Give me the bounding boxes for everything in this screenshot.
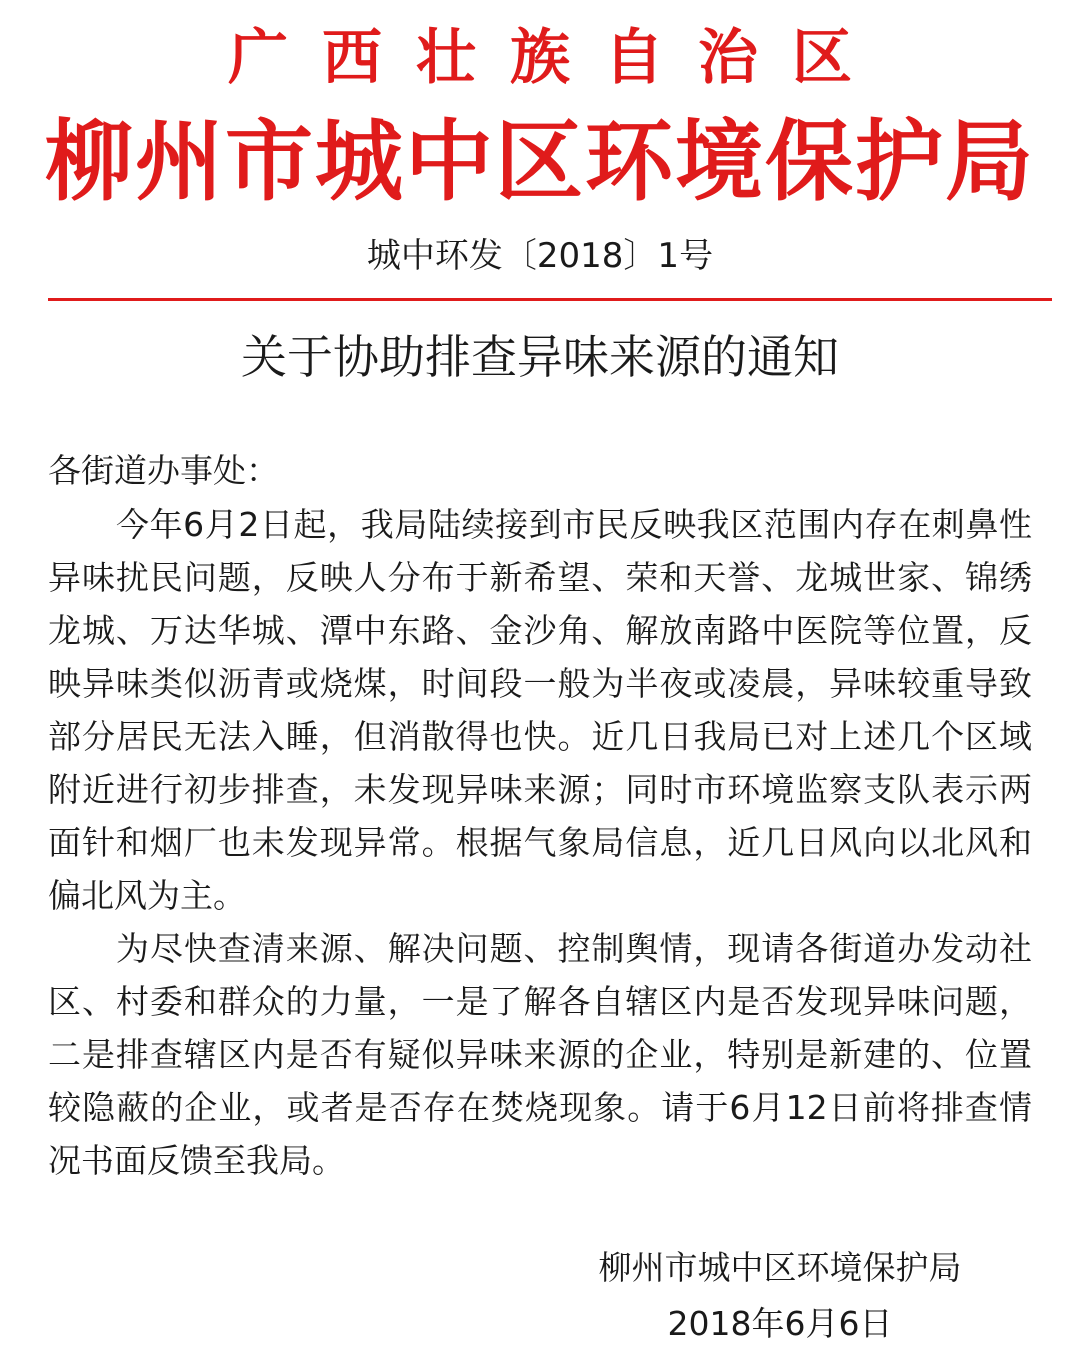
- signature-block: [560, 1240, 1000, 1352]
- body-paragraph-2: 为尽快查清来源、解决问题、控制舆情，现请各街道办发动社区、村委和群众的力量，一是了解各自辖区内是否发现异味问题，二是排查辖区内是否有疑似异味来源的企业，特别是新建的、位置较隐蔽的企业，或者是否存在焚烧现象。请于6月12日前将排查情况书面反馈至我局。: [48, 929, 1032, 1180]
- header-agency: 柳州市城中区环境保护局: [44, 110, 1035, 213]
- document-title: 关于协助排查异味来源的通知: [241, 330, 839, 384]
- signature-date: 2018年6月6日: [667, 1304, 893, 1343]
- body-paragraph-1: 今年6月2日起，我局陆续接到市民反映我区范围内存在刺鼻性异味扰民问题，反映人分布于新希望、荣和天誉、龙城世家、锦绣龙城、万达华城、潭中东路、金沙角、解放南路中医院等位置，反映异味类似沥青或烧煤，时间段一般为半夜或凌晨，异味较重导致部分居民无法入睡，但消散得也快。近几日我局已对上述几个区域附近进行初步排查，未发现异味来源；同时市环境监察支队表示两面针和烟厂也未发现异常。根据气象局信息，近几日风向以北风和偏北风为主。: [48, 505, 1032, 915]
- document-number: 城中环发〔2018〕1号: [366, 236, 714, 276]
- header-region: 广西壮族自治区: [228, 23, 886, 93]
- signature-org: 柳州市城中区环境保护局: [598, 1248, 962, 1287]
- red-divider: [48, 298, 1052, 301]
- salutation: 各街道办事处：: [48, 451, 279, 490]
